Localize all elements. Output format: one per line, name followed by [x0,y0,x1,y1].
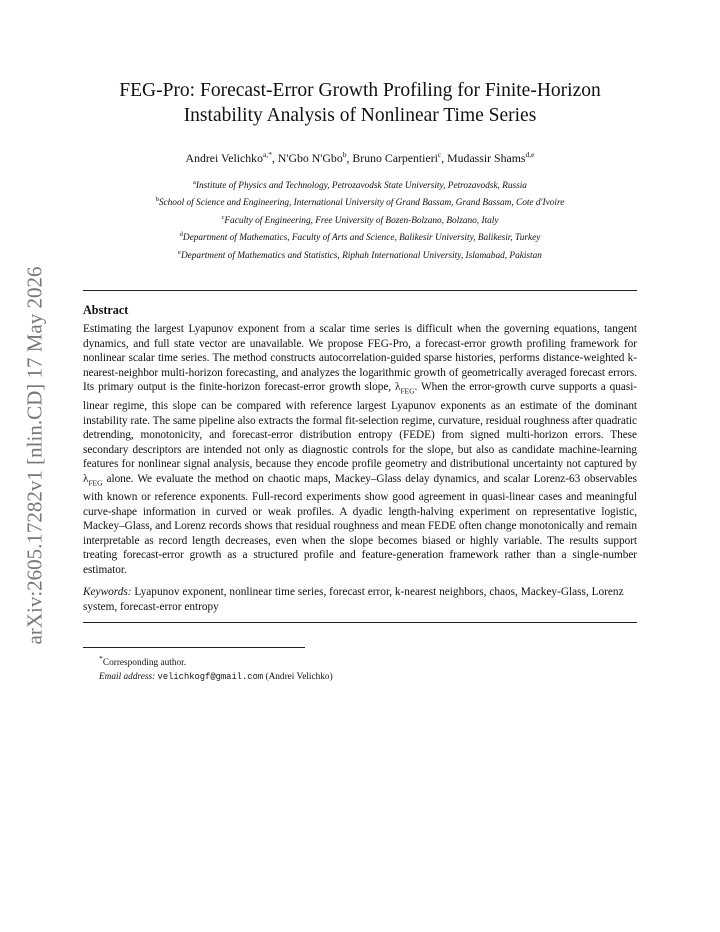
affiliation: $^a$Institute of Physics and Technology, Petrozavodsk State University, Petrozavodsk, Russia [193,178,527,192]
author-affil-mark: a,* [262,150,272,159]
email-label: Email address: [99,671,156,682]
author-list: Andrei Velichko$^{a,*}$, N'Gbo N'Gbo$^b$, Bruno Carpentieri$^c$, Mudassir Shams$^{d,e}$ [185,150,535,165]
author-name: Mudassir Shams [447,150,526,165]
title-line-1: FEG-Pro: Forecast-Error Growth Profiling for Finite-Horizon [119,80,601,101]
author-affil-mark: b [342,150,347,159]
author-name: Andrei Velichko [185,150,263,165]
footnotes [83,652,637,683]
arxiv-sidebar-stamp [20,250,50,660]
affiliation-list [83,176,637,264]
keywords [83,585,637,614]
keywords-text: Lyapunov exponent, nonlinear time series, forecast error, k-nearest neighbors, chaos, Mackey-Glass, Lorenz system, forecast-error entropy [83,586,624,613]
abstract-body: Estimating the largest Lyapunov exponent from a scalar time series is difficult when the governing equations, tangent dynamics, and full state vector are unavailable. We propose FEG-Pro, a forecast-error growth profiling framework for nonlinear scalar time series. The method constructs autocorrelation-guided sparse histories, performs distance-weighted k-nearest-neighbor multi-horizon forecasting, and analyzes the logarithmic growth of geometrically averaged forecast errors. Its primary output is the finite-horizon forecast-error growth slope, $\lambda_{FEG}$. When the error-growth curve supports a quasi-linear regime, this slope can be compared with reference largest Lyapunov exponents as an estimate of the dominant instability rate. The same pipeline also extracts the formal fit-selection regime, curvature, residual roughness after quadratic detrending, monotonicity, and forecast-error distribution entropy (FEDE) from signed multi-horizon errors. These secondary descriptors are intended not only as diagnostic controls for the slope, but also as candidate machine-learning features for nonlinear signal analysis, because they encode profile geometry and distributional uncertainty not captured by $\lambda_{FEG}$ alone. We evaluate the method on chaotic maps, Mackey–Glass delay dynamics, and scalar Lorenz-63 observables with known or reference exponents. Full-record experiments show good agreement in quasi-linear cases and meaningful curve-shape information in curved or weak profiles. A dyadic length-halving experiment on representative logistic, Mackey–Glass, and Lorenz records shows that residual roughness and mean FEDE often change monotonically and remain interpretable as record length decreases, even when the slope becomes biased or highly variable. The results support treating forecast-error growth as a structured profile and feature-generation framework rather than a single-number estimator. [83,323,637,576]
affiliation: $^d$Department of Mathematics, Faculty of Arts and Science, Balikesir University, Balikesir, Turkey [179,231,541,244]
abstract-bottom-rule [83,622,637,623]
abstract-top-rule [83,290,637,291]
footnote-corresponding: *Corresponding author. [99,654,187,669]
author-name: N'Gbo N'Gbo [277,150,343,165]
author-name: Bruno Carpentieri [352,150,438,165]
paper-first-page [83,78,637,684]
email-address[interactable]: velichkogf@gmail.com [157,671,264,682]
keywords-label: Keywords: [83,586,132,599]
affiliation: $^c$Faculty of Engineering, Free University of Bozen-Bolzano, Bolzano, Italy [221,213,499,227]
abstract-heading: Abstract [83,303,129,318]
email-owner: (Andrei Velichko) [265,671,333,682]
title-line-2: Instability Analysis of Nonlinear Time Series [183,105,537,126]
footnote-email [99,671,637,684]
arxiv-identifier: arXiv:2605.17282v1 [nlin.CD] 17 May 2026 [22,266,47,644]
footnote-rule [83,647,305,648]
affiliation: $^b$School of Science and Engineering, International University of Grand Bassam, Grand Bassam, Cote d'Ivoire [155,196,565,209]
affiliation: $^e$Department of Mathematics and Statistics, Riphah International University, Islamabad, Pakistan [178,248,542,262]
author-affil-mark: d,e [525,150,535,159]
author-affil-mark: c [437,150,442,159]
paper-title [83,78,637,128]
